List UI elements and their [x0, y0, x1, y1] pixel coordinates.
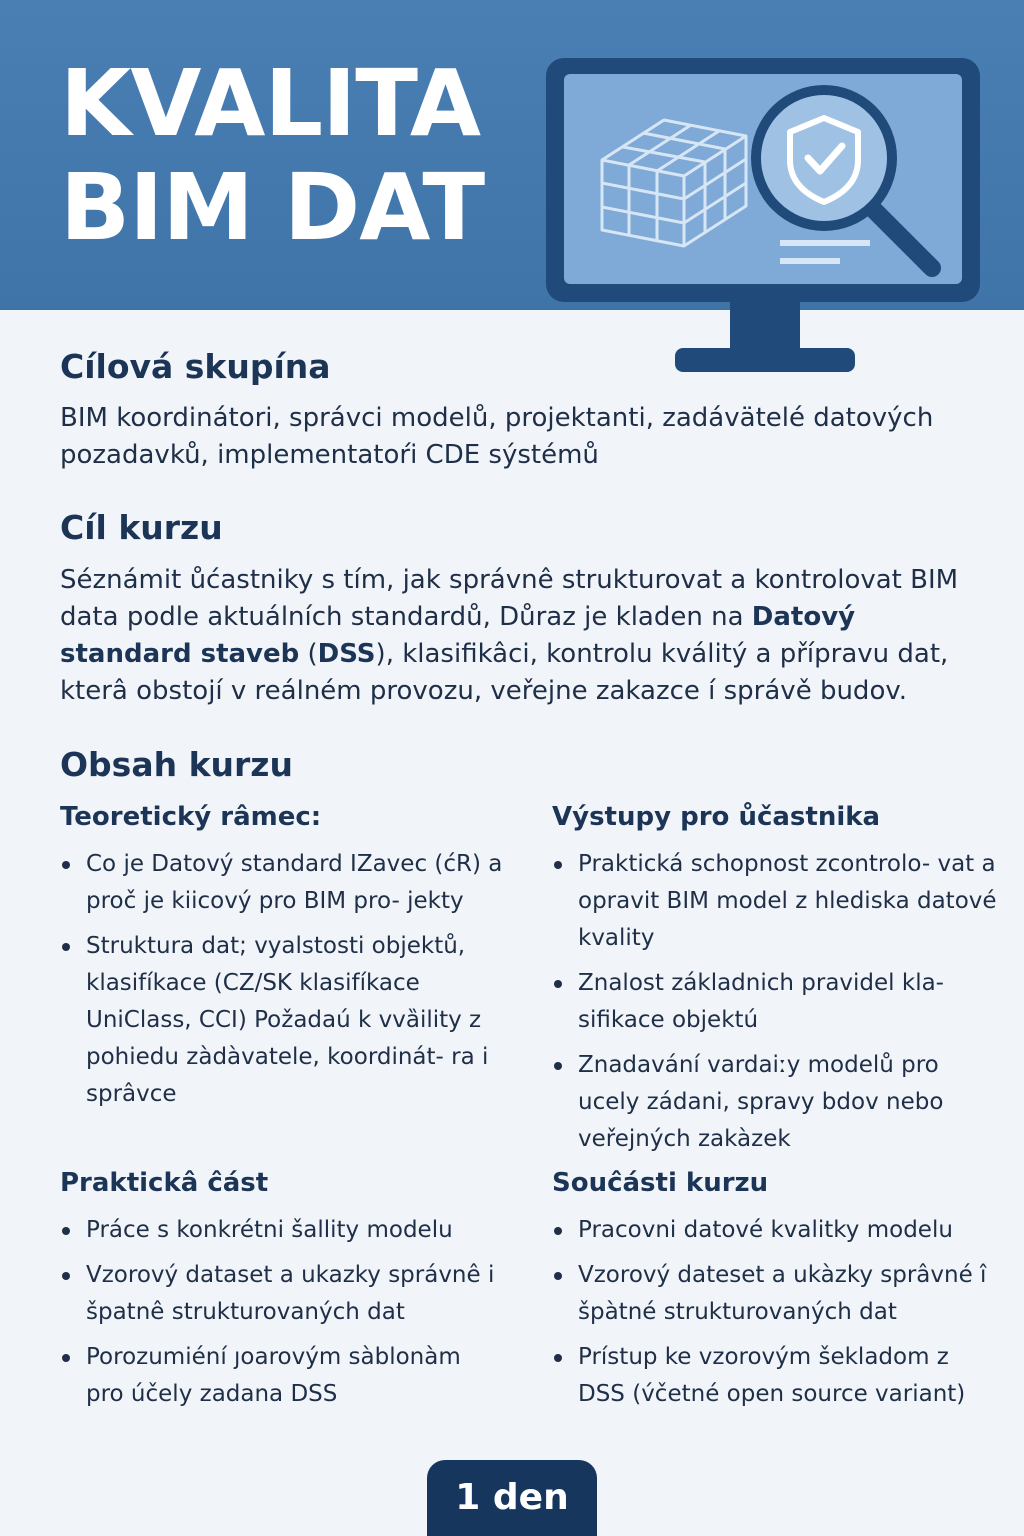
content-left-column: [60, 800, 505, 1407]
practical-block: [60, 1166, 505, 1421]
target-group-heading: Cílová skupína: [60, 347, 331, 386]
monitor-illustration: [540, 52, 990, 382]
target-group-text: BIM koordinátori, správci modelů, projektanti, zadávätelé datových pozadavků, implementatoŕi CDE sýstémů: [60, 403, 934, 470]
duration-badge: 1 den: [427, 1460, 597, 1536]
course-goal-heading: Cíl kurzu: [60, 508, 223, 547]
list-item: Pracovni datové kvalitky modelu: [552, 1212, 997, 1249]
theory-heading: Teoretický râmec:: [60, 802, 322, 832]
practical-list: [60, 1212, 505, 1413]
practical-heading: Praktickâ ĉást: [60, 1168, 269, 1198]
list-item: Práce s konkrétni šallity modelu: [60, 1212, 505, 1249]
list-item: Praktická schopnost zcontrolo- vat a opravit BIM model z hlediska datové kvality: [552, 846, 997, 957]
list-item: Co je Datový standard ⅠZavec (ćR) a proč je kiicový pro BIM pro- jekty: [60, 846, 505, 920]
list-item: Prístup ke vzorovým šekladom z DSS (v́četné open source variant): [552, 1339, 997, 1413]
screen-text-line: [780, 240, 870, 246]
outputs-heading: Výstupy pro ůčastnika: [552, 802, 881, 832]
components-block: [552, 1166, 997, 1421]
course-content-heading: Obsah kurzu: [60, 745, 293, 784]
list-item: Vzorový dataset a ukazky správnê i špatnê strukturovaných dat: [60, 1257, 505, 1331]
theory-list: [60, 846, 505, 1113]
screen-text-line: [780, 258, 840, 264]
course-goal-text: [60, 562, 980, 710]
components-heading: Souĉásti kurzu: [552, 1168, 769, 1198]
course-goal-bold-dss-name: Datový standard staveb: [60, 602, 856, 669]
course-goal-bold-dss: DSS: [317, 639, 376, 669]
course-goal-text-start: Séznámit ůćastniky s tím, jak správnê strukturovat a kontrolovat BIM data podle aktuálních standardů, Důraz je kladen na: [60, 565, 959, 632]
content-right-column: [552, 800, 997, 1407]
course-goal-paren: (: [299, 639, 318, 669]
monitor-stand-base: [675, 348, 855, 372]
magnifier-icon: [756, 90, 892, 226]
list-item: Znadavání vardaiːy modelů pro ucely zádani, spravy bdov nebo veřejných zakàzek: [552, 1047, 997, 1158]
outputs-list: [552, 846, 997, 1158]
list-item: Struktura dat; vyalstosti objektů, klasifíkace (CZ/SK klasifíkace UniClass, CCI) Požadaú k vvȁility z pohiedu zàdàvatele, koordinát- ra i sprâvce: [60, 928, 505, 1113]
page-title: KVALITA BIM DAT: [60, 50, 485, 261]
course-goal-text-end: ), klasifikâci, kontrolu kválitý a přípravu dat, kterâ obstojí v reálném provozu, veřejne zakazce í správě budov.: [60, 639, 949, 706]
monitor-stand-neck: [730, 300, 800, 352]
list-item: Porozumiéní ȷoarovým sàblonàm pro účely zadana DSS: [60, 1339, 505, 1413]
list-item: Znalost základnich pravidel kla- sifikace objektú: [552, 965, 997, 1039]
list-item: Vzorový dateset a ukàzky sprâvné î špàtné strukturovaných dat: [552, 1257, 997, 1331]
components-list: [552, 1212, 997, 1413]
